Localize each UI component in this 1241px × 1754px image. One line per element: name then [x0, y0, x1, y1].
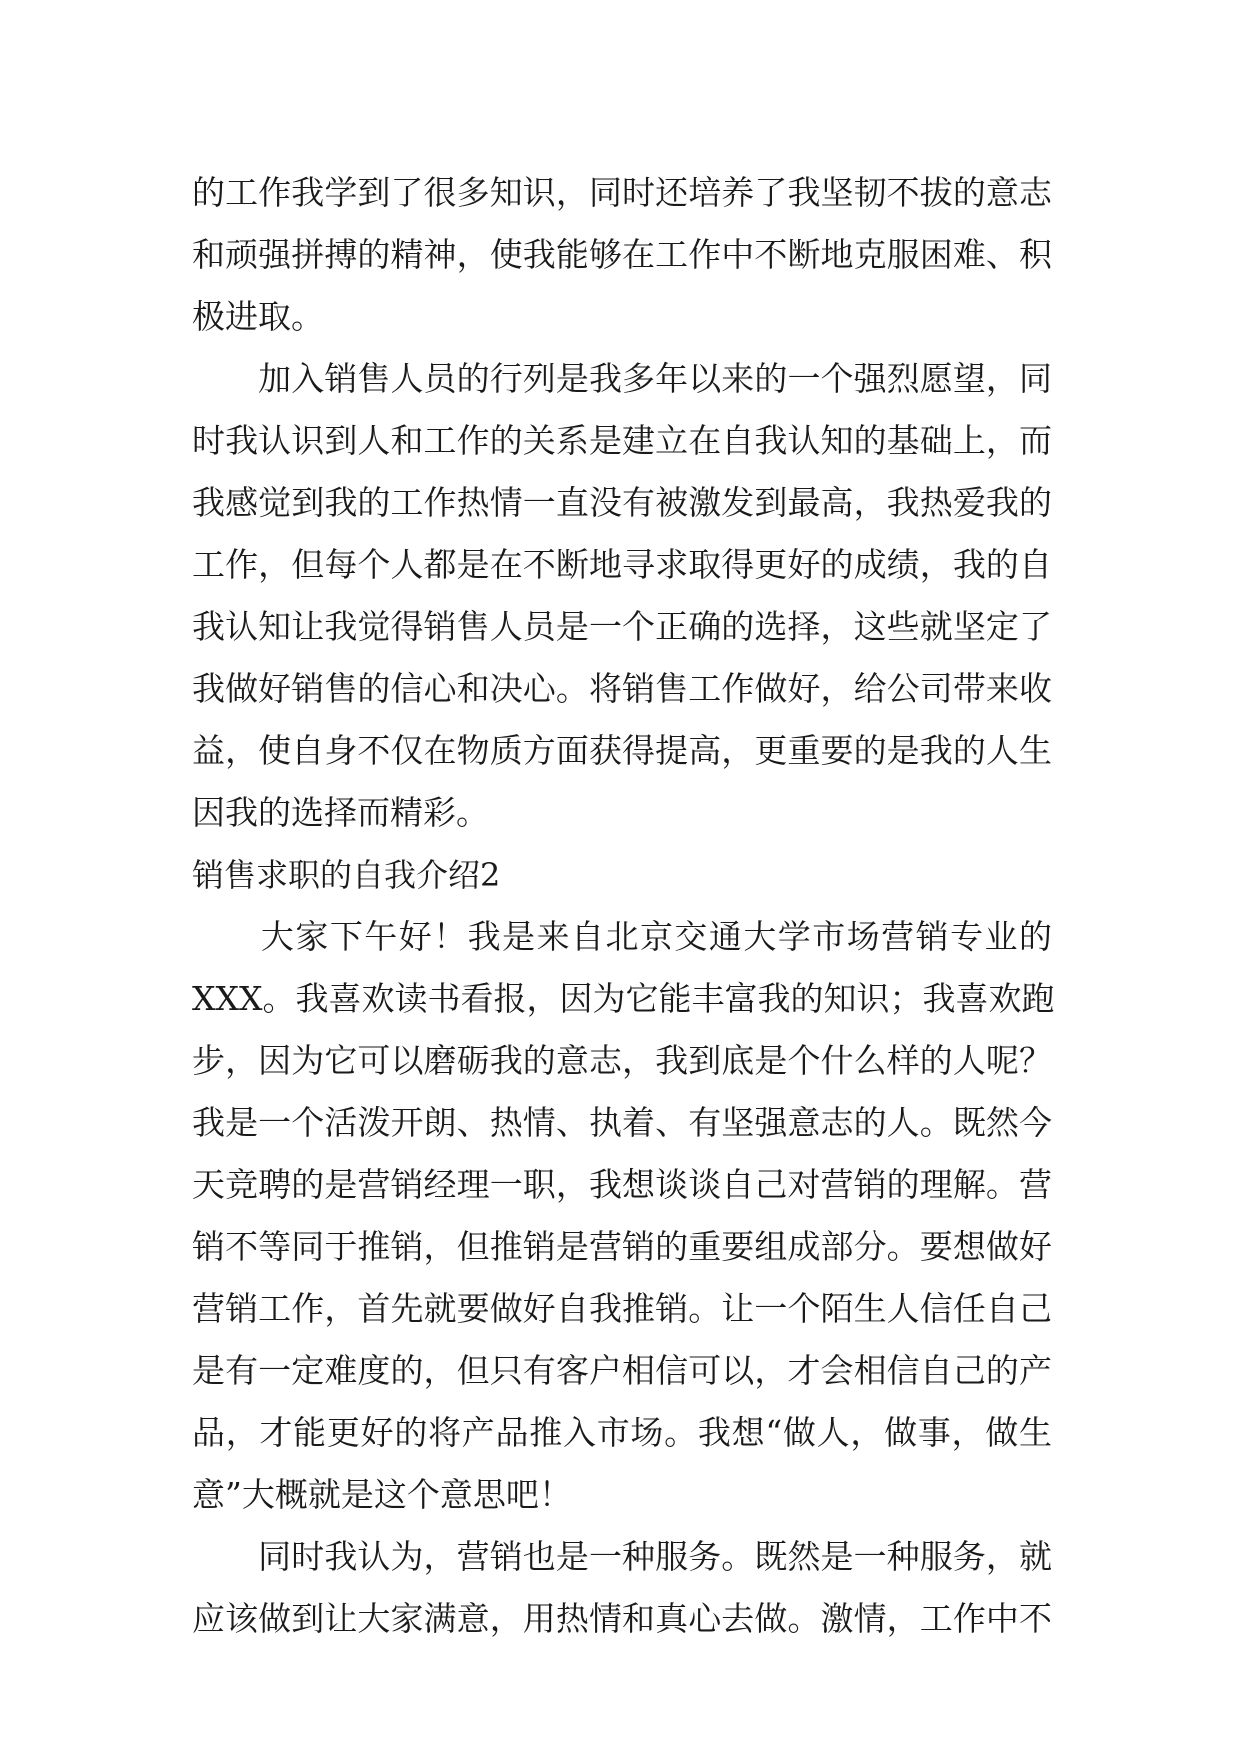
text-line: 大家下午好！我是来自北京交通大学市场营销专业的 — [192, 917, 1052, 956]
text-line: 时我认识到人和工作的关系是建立在自我认知的基础上，而 — [192, 421, 1052, 460]
text-line: 销不等同于推销，但推销是营销的重要组成部分。要想做好 — [192, 1227, 1052, 1266]
text-line: 步，因为它可以磨砺我的意志，我到底是个什么样的人呢？ — [192, 1041, 1052, 1080]
paragraph-2 — [192, 348, 1052, 844]
document-body — [192, 162, 1055, 1650]
text-line: 品，才能更好的将产品推入市场。我想“做人，做事，做生 — [192, 1413, 1052, 1452]
text-line: 益，使自身不仅在物质方面获得提高，更重要的是我的人生 — [192, 731, 1052, 770]
text-line: XXX。我喜欢读书看报，因为它能丰富我的知识；我喜欢跑 — [192, 979, 1055, 1018]
section-heading: 销售求职的自我介绍2 — [192, 856, 501, 894]
text-line: 的工作我学到了很多知识，同时还培养了我坚韧不拔的意志 — [192, 173, 1052, 212]
text-line: 天竞聘的是营销经理一职，我想谈谈自己对营销的理解。营 — [192, 1165, 1052, 1204]
text-line: 因我的选择而精彩。 — [192, 793, 489, 832]
text-line: 是有一定难度的，但只有客户相信可以，才会相信自己的产 — [192, 1351, 1052, 1390]
text-line: 意”大概就是这个意思吧！ — [192, 1475, 572, 1514]
text-line: 加入销售人员的行列是我多年以来的一个强烈愿望，同 — [192, 359, 1052, 398]
text-line: 营销工作，首先就要做好自我推销。让一个陌生人信任自己 — [192, 1289, 1052, 1328]
text-line: 极进取。 — [192, 297, 324, 336]
text-line: 和顽强拼搏的精神，使我能够在工作中不断地克服困难、积 — [192, 235, 1052, 274]
text-line: 我感觉到我的工作热情一直没有被激发到最高，我热爱我的 — [192, 483, 1052, 522]
text-line: 我是一个活泼开朗、热情、执着、有坚强意志的人。既然今 — [192, 1103, 1052, 1142]
text-line: 同时我认为，营销也是一种服务。既然是一种服务，就 — [192, 1537, 1052, 1576]
paragraph-1 — [192, 162, 1052, 348]
text-line: 应该做到让大家满意，用热情和真心去做。激情，工作中不 — [192, 1599, 1052, 1638]
text-line: 我认知让我觉得销售人员是一个正确的选择，这些就坚定了 — [192, 607, 1052, 646]
paragraph-4 — [192, 1526, 1052, 1650]
text-line: 工作，但每个人都是在不断地寻求取得更好的成绩，我的自 — [192, 545, 1052, 584]
paragraph-3 — [192, 906, 1055, 1526]
text-line: 我做好销售的信心和决心。将销售工作做好，给公司带来收 — [192, 669, 1052, 708]
